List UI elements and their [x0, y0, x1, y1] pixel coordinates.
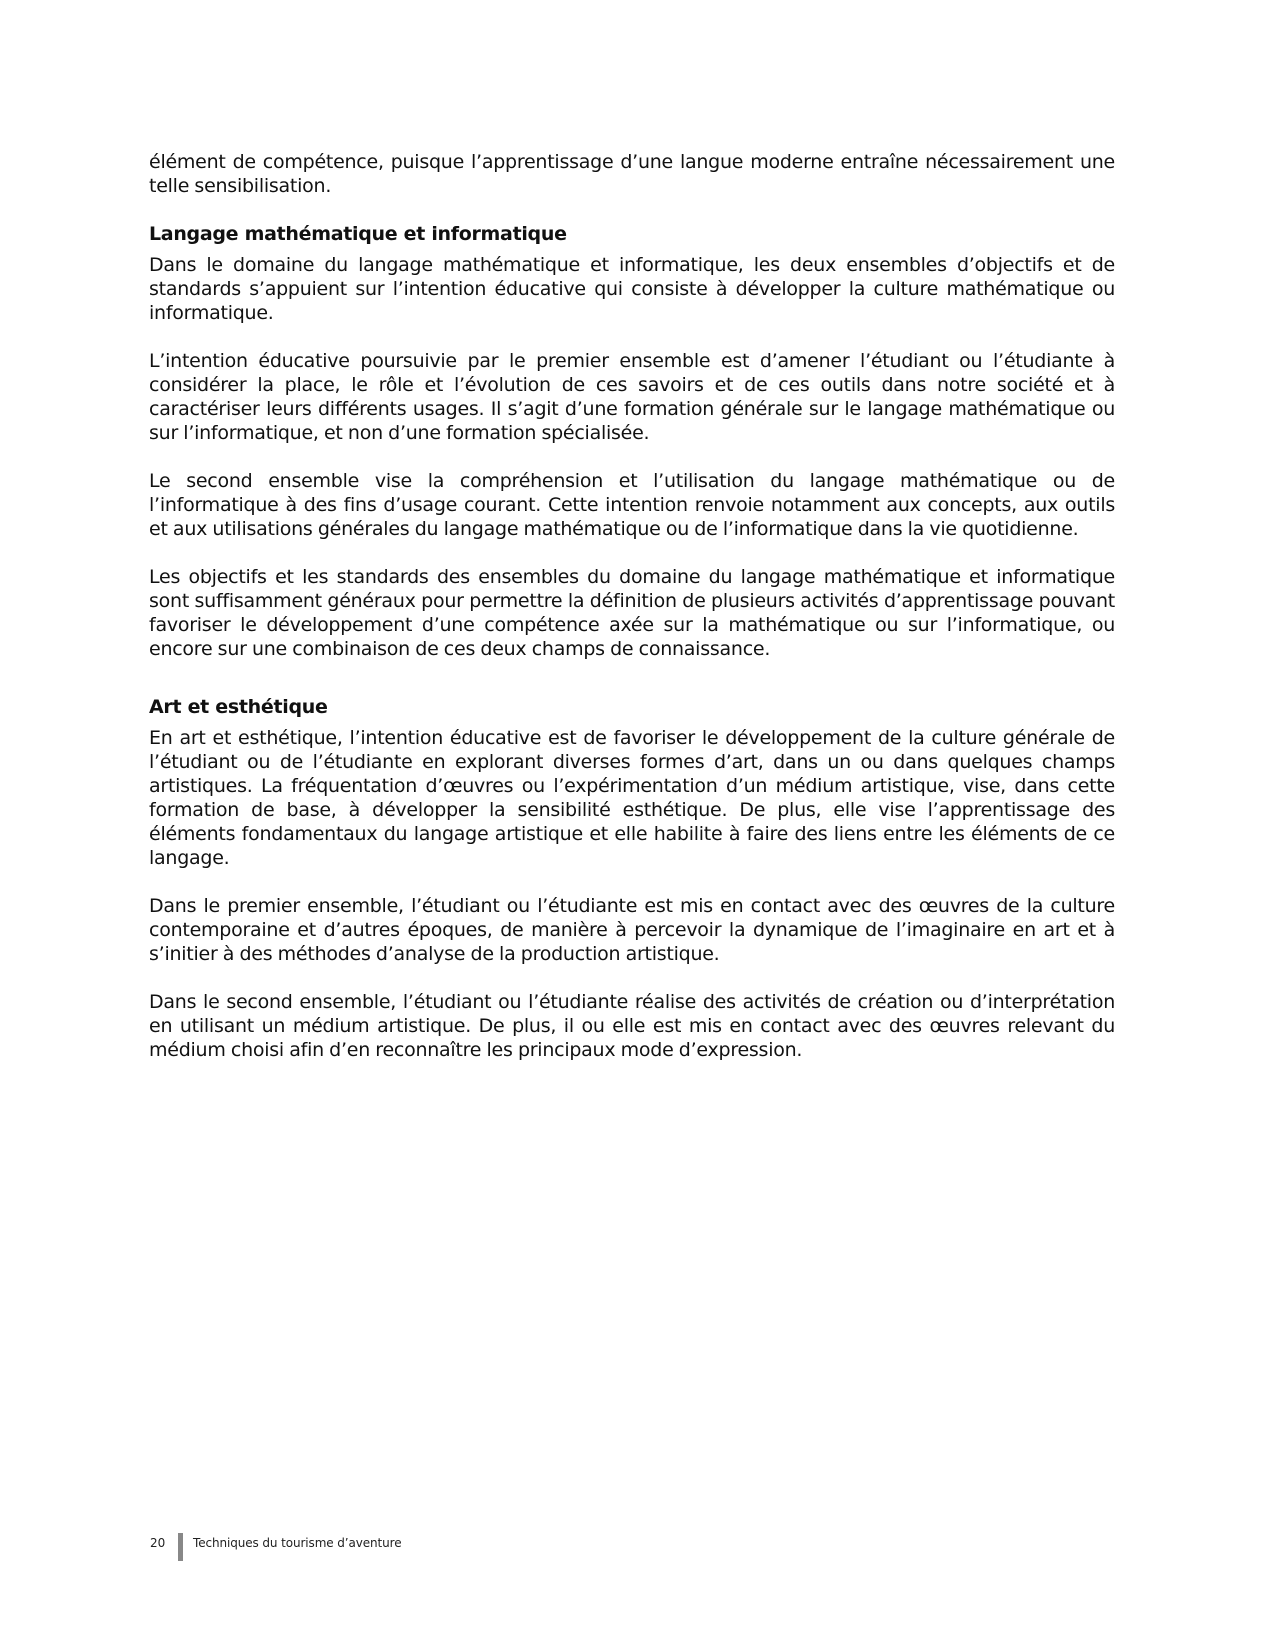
page-footer	[150, 1533, 402, 1563]
section-paragraph: Dans le second ensemble, l’étudiant ou l’étudiante réalise des activités de création ou d’interprétation en utilisant un médium artistique. De plus, il ou elle est mis en contact avec des œuvres relevant du médium choisi afin d’en reconnaître les principaux mode d’expression.	[149, 991, 1115, 1061]
section-heading: Art et esthétique	[149, 696, 328, 718]
footer-divider-bar	[178, 1533, 183, 1561]
section-heading: Langage mathématique et informatique	[149, 223, 567, 245]
section-paragraph: Les objectifs et les standards des ensembles du domaine du langage mathématique et informatique sont suffisamment généraux pour permettre la définition de plusieurs activités d’apprentissage pouvant favoriser le développement d’une compétence axée sur la mathématique ou sur l’informatique, ou encore sur une combinaison de ces deux champs de connaissance.	[149, 566, 1115, 660]
section-paragraph: En art et esthétique, l’intention éducative est de favoriser le développement de la culture générale de l’étudiant ou de l’étudiante en explorant diverses formes d’art, dans un ou dans quelques champs artistiques. La fréquentation d’œuvres ou l’expérimentation d’un médium artistique, vise, dans cette formation de base, à développer la sensibilité esthétique. De plus, elle vise l’apprentissage des éléments fondamentaux du langage artistique et elle habilite à faire des liens entre les éléments de ce langage.	[149, 727, 1115, 869]
section-math-informatique	[149, 222, 1115, 661]
section-paragraph: Le second ensemble vise la compréhension et l’utilisation du langage mathématique ou de l’informatique à des fins d’usage courant. Cette intention renvoie notamment aux concepts, aux outils et aux utilisations générales du langage mathématique ou de l’informatique dans la vie quotidienne.	[149, 470, 1115, 540]
page-body	[149, 150, 1115, 1086]
page-number: 20	[150, 1536, 166, 1550]
section-paragraph: L’intention éducative poursuivie par le premier ensemble est d’amener l’étudiant ou l’étudiante à considérer la place, le rôle et l’évolution de ces savoirs et de ces outils dans notre société et à caractériser leurs différents usages. Il s’agit d’une formation générale sur le langage mathématique ou sur l’informatique, et non d’une formation spécialisée.	[149, 350, 1115, 444]
section-paragraph: Dans le domaine du langage mathématique et informatique, les deux ensembles d’objectifs et de standards s’appuient sur l’intention éducative qui consiste à développer la culture mathématique ou informatique.	[149, 254, 1115, 324]
section-paragraph: Dans le premier ensemble, l’étudiant ou l’étudiante est mis en contact avec des œuvres de la culture contemporaine et d’autres époques, de manière à percevoir la dynamique de l’imaginaire en art et à s’initier à des méthodes d’analyse de la production artistique.	[149, 895, 1115, 965]
intro-paragraph: élément de compétence, puisque l’apprentissage d’une langue moderne entraîne nécessairement une telle sensibilisation.	[149, 151, 1115, 197]
footer-document-title: Techniques du tourisme d’aventure	[193, 1536, 402, 1550]
section-art-esthetique	[149, 695, 1115, 1062]
